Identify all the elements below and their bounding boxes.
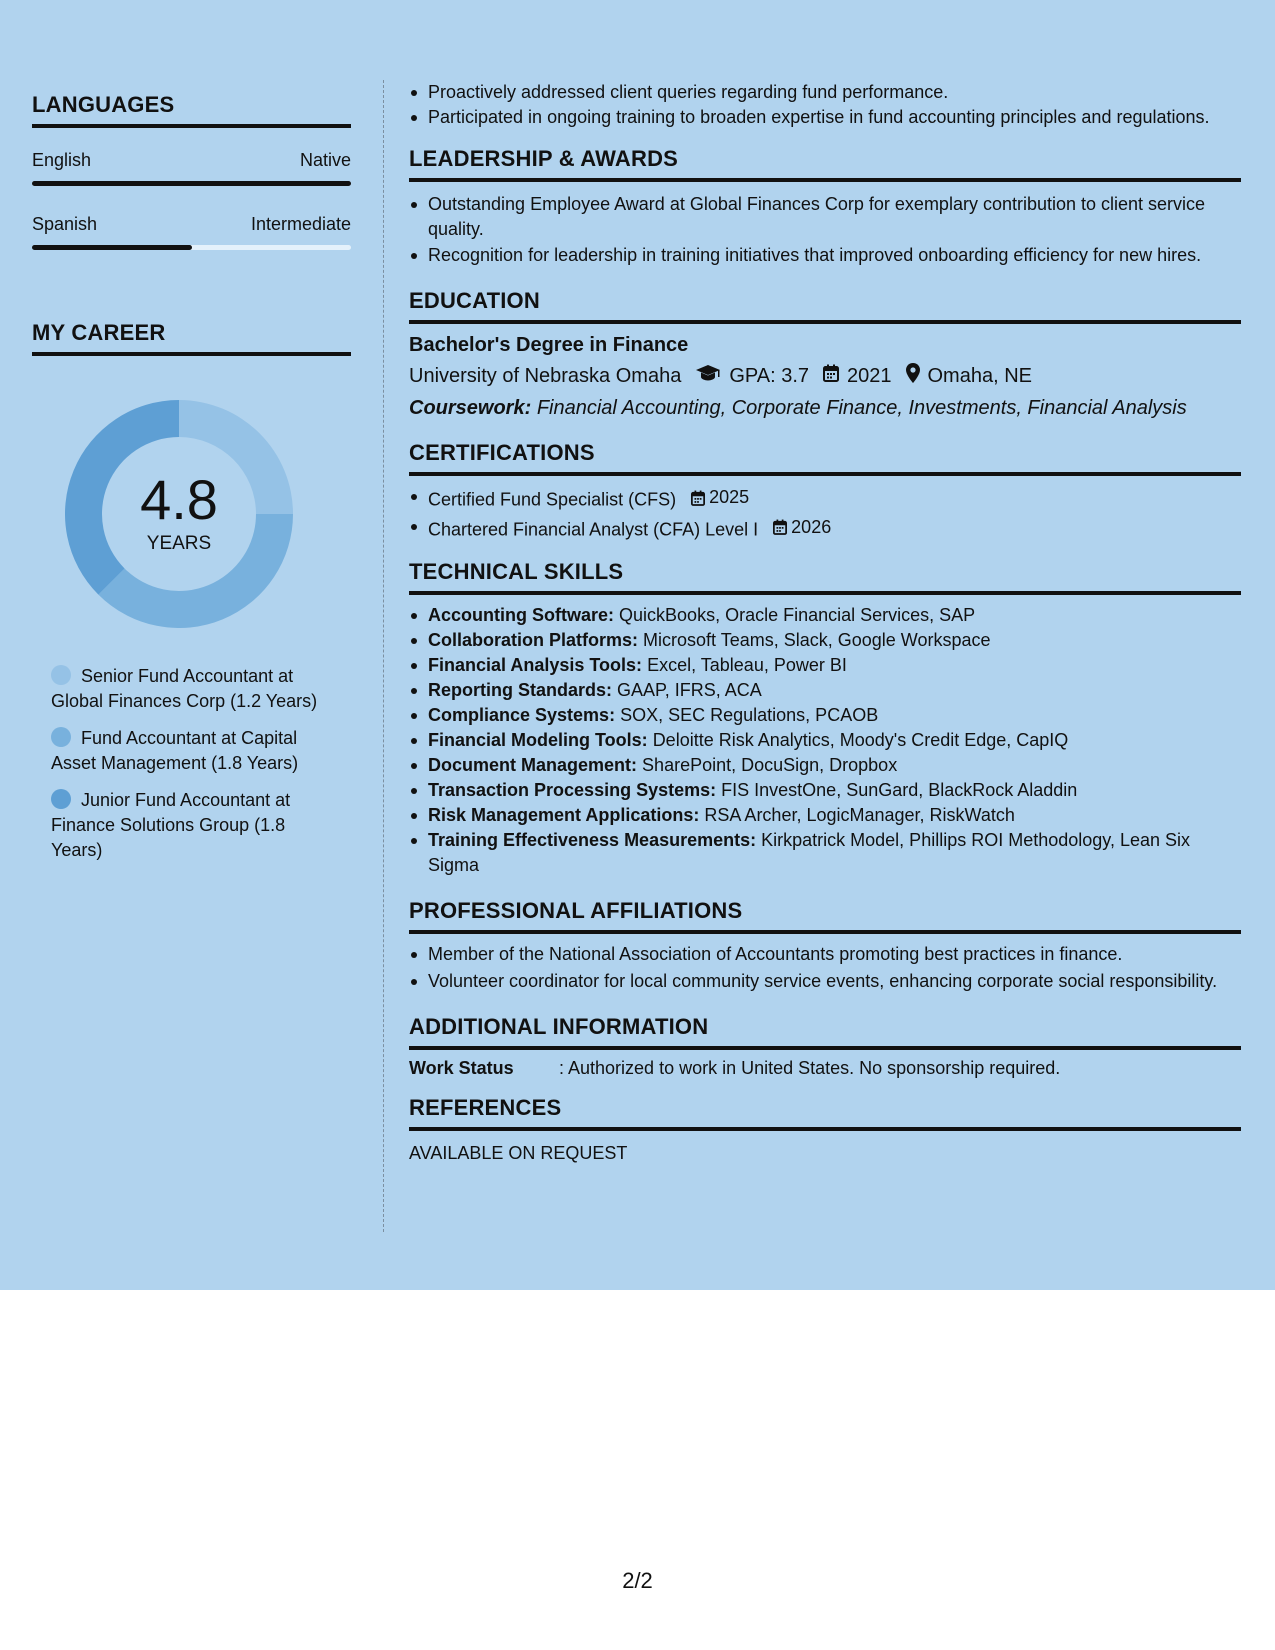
skill-value: Excel, Tableau, Power BI	[647, 655, 847, 675]
list-item	[409, 653, 1241, 678]
skill-label: Compliance Systems:	[428, 705, 616, 725]
skill-value: Kirkpatrick Model, Phillips ROI Methodology, Lean Six Sigma	[428, 830, 1190, 875]
affiliations-list	[409, 942, 1241, 994]
list-item	[409, 753, 1241, 778]
list-item	[409, 628, 1241, 653]
cert-date	[773, 514, 831, 541]
coursework-label: Coursework:	[409, 397, 532, 419]
section-rule	[32, 352, 351, 356]
page-number: 2/2	[622, 1568, 653, 1593]
certifications-title: CERTIFICATIONS	[409, 440, 595, 465]
skills-list	[409, 603, 1241, 878]
list-item: Recognition for leadership in training initiatives that improved onboarding efficiency for new hires.	[409, 243, 1241, 268]
skill-value: SOX, SEC Regulations, PCAOB	[620, 705, 879, 725]
section-rule	[32, 124, 351, 128]
career-donut-chart	[65, 400, 293, 628]
references-section	[409, 1095, 1241, 1164]
technical-skills-section	[409, 559, 1241, 878]
list-item	[409, 803, 1241, 828]
certifications-list	[409, 484, 1241, 543]
experience-bullets	[409, 80, 1241, 130]
references-text: AVAILABLE ON REQUEST	[409, 1143, 628, 1163]
legend-item	[51, 726, 332, 776]
list-item	[409, 728, 1241, 753]
list-item	[409, 828, 1241, 878]
work-status-label: Work Status	[409, 1058, 514, 1078]
list-item	[409, 778, 1241, 803]
skill-label: Accounting Software:	[428, 605, 615, 625]
certifications-section	[409, 440, 1241, 543]
calendar-icon	[823, 364, 839, 388]
skill-label: Collaboration Platforms:	[428, 630, 639, 650]
skill-label: Transaction Processing Systems:	[428, 780, 717, 800]
section-rule	[409, 178, 1241, 182]
additional-info-section	[409, 1014, 1241, 1079]
skill-label: Reporting Standards:	[428, 680, 613, 700]
list-item: Proactively addressed client queries regarding fund performance.	[409, 80, 1241, 105]
degree-title: Bachelor's Degree in Finance	[409, 334, 689, 356]
education-location: Omaha, NE	[927, 364, 1032, 387]
list-item	[409, 703, 1241, 728]
right-column	[409, 80, 1241, 1164]
education-details	[409, 363, 1241, 389]
list-item	[409, 514, 1241, 544]
skill-label: Document Management:	[428, 755, 638, 775]
skill-value: GAAP, IFRS, ACA	[617, 680, 762, 700]
section-rule	[409, 930, 1241, 934]
legend-dot	[51, 665, 71, 685]
cert-name: Certified Fund Specialist (CFS)	[428, 489, 677, 510]
skill-value: SharePoint, DocuSign, Dropbox	[642, 755, 898, 775]
leadership-section	[409, 146, 1241, 268]
career-section	[32, 320, 351, 863]
language-level: Intermediate	[250, 214, 351, 234]
list-item: Volunteer coordinator for local community service events, enhancing corporate social responsibility.	[409, 969, 1241, 994]
additional-title: ADDITIONAL INFORMATION	[409, 1014, 709, 1039]
career-total-years: 4.8	[140, 468, 218, 531]
list-item	[409, 678, 1241, 703]
gpa: GPA: 3.7	[729, 364, 809, 387]
skill-value: Microsoft Teams, Slack, Google Workspace	[643, 630, 991, 650]
languages-title: LANGUAGES	[32, 92, 175, 117]
affiliations-title: PROFESSIONAL AFFILIATIONS	[409, 898, 743, 923]
section-rule	[409, 591, 1241, 595]
coursework	[409, 397, 1241, 420]
skill-label: Financial Modeling Tools:	[428, 730, 648, 750]
language-row-english	[32, 150, 351, 171]
skill-value: Deloitte Risk Analytics, Moody's Credit Edge, CapIQ	[652, 730, 1069, 750]
affiliations-section	[409, 898, 1241, 994]
left-column	[32, 92, 351, 875]
leadership-title: LEADERSHIP & AWARDS	[409, 146, 679, 171]
cert-year: 2026	[791, 516, 832, 537]
language-level: Native	[299, 150, 351, 170]
language-bar-spanish	[32, 245, 351, 250]
legend-label: Senior Fund Accountant at Global Finances Corp (1.2 Years)	[51, 666, 318, 711]
education-section	[409, 288, 1241, 420]
school-name: University of Nebraska Omaha	[409, 364, 682, 387]
list-item: Outstanding Employee Award at Global Finances Corp for exemplary contribution to client service quality.	[409, 192, 1241, 242]
language-name: Spanish	[32, 214, 98, 234]
language-bar-fill	[32, 181, 351, 186]
career-legend	[32, 664, 332, 863]
section-rule	[409, 1046, 1241, 1050]
work-status-row	[409, 1058, 1241, 1079]
graduation-cap-icon	[695, 364, 721, 388]
leadership-list	[409, 192, 1241, 268]
legend-label: Fund Accountant at Capital Asset Management (1.8 Years)	[51, 728, 299, 773]
legend-item	[51, 664, 332, 714]
legend-dot	[51, 789, 71, 809]
section-rule	[409, 320, 1241, 324]
language-bar-fill	[32, 245, 192, 250]
legend-label: Junior Fund Accountant at Finance Solutions Group (1.8 Years)	[51, 790, 291, 860]
education-title: EDUCATION	[409, 288, 540, 313]
graduation-year: 2021	[847, 364, 892, 387]
section-rule	[409, 1127, 1241, 1131]
coursework-list: Financial Accounting, Corporate Finance, Investments, Financial Analysis	[536, 397, 1187, 419]
skill-label: Training Effectiveness Measurements:	[428, 830, 757, 850]
column-divider	[383, 80, 384, 1232]
skill-value: RSA Archer, LogicManager, RiskWatch	[704, 805, 1015, 825]
language-row-spanish	[32, 214, 351, 235]
legend-item	[51, 788, 332, 863]
language-name: English	[32, 150, 92, 170]
list-item: Member of the National Association of Accountants promoting best practices in finance.	[409, 942, 1241, 967]
donut-center	[65, 400, 293, 628]
section-rule	[409, 472, 1241, 476]
list-item: Participated in ongoing training to broaden expertise in fund accounting principles and regulations.	[409, 105, 1241, 130]
skill-label: Financial Analysis Tools:	[428, 655, 643, 675]
list-item	[409, 484, 1241, 514]
work-status-value: : Authorized to work in United States. No sponsorship required.	[559, 1058, 1061, 1078]
cert-year: 2025	[709, 487, 750, 507]
map-pin-icon	[906, 363, 920, 389]
calendar-icon	[773, 519, 787, 535]
references-title: REFERENCES	[409, 1095, 562, 1120]
career-total-unit: YEARS	[146, 533, 212, 554]
legend-dot	[51, 727, 71, 747]
skills-title: TECHNICAL SKILLS	[409, 559, 624, 584]
skill-value: FIS InvestOne, SunGard, BlackRock Aladdin	[721, 780, 1078, 800]
skill-value: QuickBooks, Oracle Financial Services, SAP	[619, 605, 976, 625]
calendar-icon	[691, 490, 705, 506]
career-title: MY CAREER	[32, 320, 166, 345]
skill-label: Risk Management Applications:	[428, 805, 700, 825]
language-bar-english	[32, 181, 351, 186]
cert-name: Chartered Financial Analyst (CFA) Level I	[428, 519, 759, 539]
languages-section	[32, 92, 351, 250]
cert-date	[691, 484, 749, 511]
list-item	[409, 603, 1241, 628]
